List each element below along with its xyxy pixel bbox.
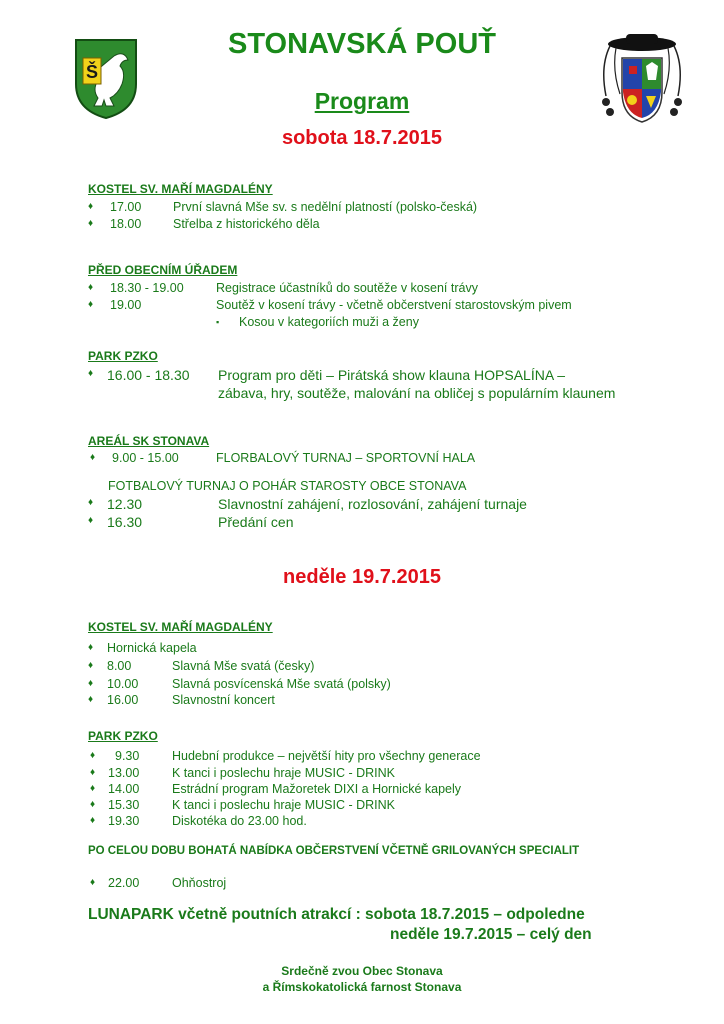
page-title: STONAVSKÁ POUŤ [227,28,496,60]
bullet-icon: ♦ [88,642,94,653]
section-title: PARK PZKO [88,729,158,743]
bullet-icon: ♦ [90,877,96,888]
coat-of-arms-letter: Š [85,62,99,82]
bullet-icon: ♦ [90,799,96,810]
bullet-icon: ♦ [88,368,94,379]
saturday-heading: sobota 18.7.2015 [281,127,443,149]
bullet-icon: ♦ [88,282,94,293]
program-heading: Program [314,88,410,114]
bullet-icon: ♦ [88,515,94,526]
bullet-icon: ♦ [88,218,94,229]
bullet-icon: ♦ [90,452,96,463]
bullet-icon: ♦ [88,694,94,705]
bullet-icon: ♦ [88,201,94,212]
section-title: AREÁL SK STONAVA [88,434,210,448]
bullet-icon: ♦ [88,497,94,508]
bullet-icon: ♦ [88,299,94,310]
square-bullet-icon: ▪ [216,317,220,327]
refreshments-note: PO CELOU DOBU BOHATÁ NABÍDKA OBČERSTVENÍ VČETNĚ GRILOVANÝCH SPECIALIT [88,845,580,857]
bullet-icon: ♦ [90,783,96,794]
section-title: PARK PZKO [88,349,158,363]
lunapark-line-2: neděle 19.7.2015 – celý den [390,926,592,943]
lunapark-line-1: LUNAPARK včetně poutních atrakcí : sobota 18.7.2015 – odpoledne [88,906,585,923]
section-title: PŘED OBECNÍM ÚŘADEM [88,263,238,277]
sunday-heading: neděle 19.7.2015 [283,566,441,588]
footer-line-2: a Římskokatolická farnost Stonava [262,980,462,994]
bullet-icon: ♦ [90,815,96,826]
section-title: KOSTEL SV. MAŘÍ MAGDALÉNY [88,182,273,196]
bullet-icon: ♦ [88,678,94,689]
section-title: KOSTEL SV. MAŘÍ MAGDALÉNY [88,620,273,634]
tournament-title: FOTBALOVÝ TURNAJ O POHÁR STAROSTY OBCE STONAVA [108,479,467,493]
footer-line-1: Srdečně zvou Obec Stonava [281,964,443,978]
bullet-icon: ♦ [88,660,94,671]
bullet-icon: ♦ [90,767,96,778]
bullet-icon: ♦ [90,750,96,761]
